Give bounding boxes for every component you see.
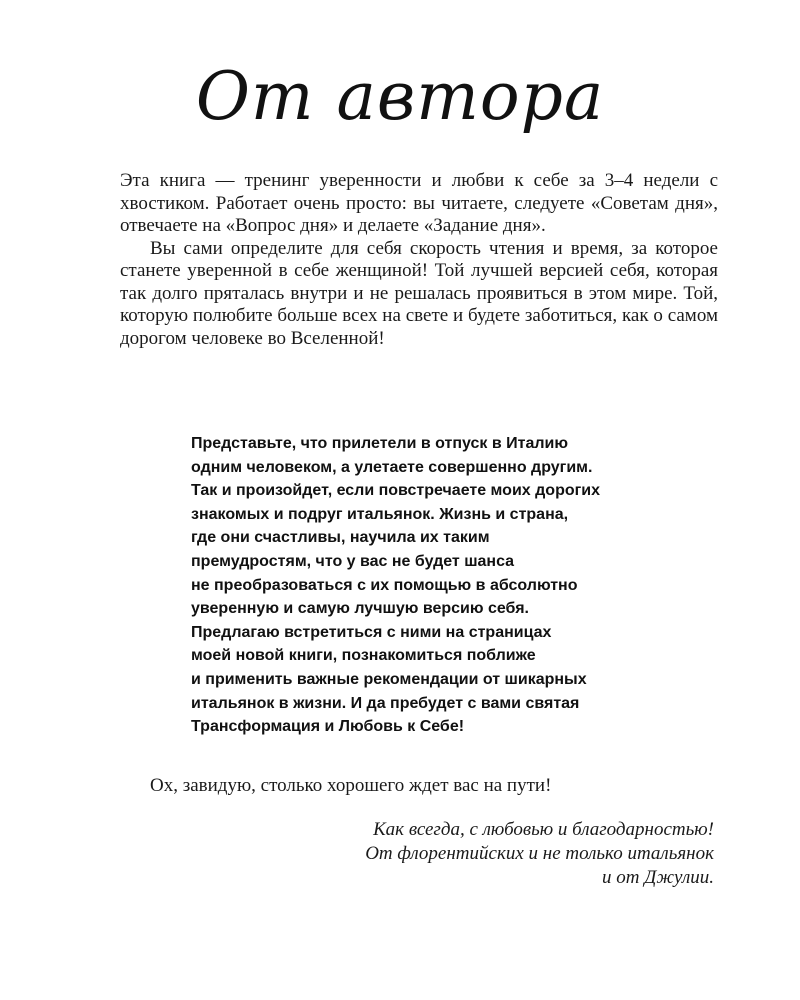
signature-line-3: и от Джулии. — [602, 867, 714, 888]
quote-line: моей новой книги, познакомиться поближе — [191, 647, 536, 665]
signature-line-2: От флорентийских и не только итальянок — [365, 843, 714, 864]
quote-line: одним человеком, а улетаете совершенно другим. — [191, 458, 593, 476]
quote-line: Так и произойдет, если повстречаете моих дорогих — [191, 482, 601, 500]
signature-line-1: Как всегда, с любовью и благодарностью! — [373, 819, 714, 840]
intro-text — [120, 170, 718, 350]
quote-line: Трансформация и Любовь к Себе! — [191, 718, 465, 736]
quote-line: и применить важные рекомендации от шикарных — [191, 670, 587, 688]
quote-line: Предлагаю встретиться с ними на страницах — [191, 623, 552, 641]
quote-line: Представьте, что прилетели в отпуск в Италию — [191, 435, 569, 452]
quote-line: не преобразоваться с их помощью в абсолютно — [191, 576, 578, 594]
highlighted-quote — [191, 432, 661, 739]
quote-line: итальянок в жизни. И да пребудет с вами святая — [191, 694, 580, 712]
intro-paragraph-2: Вы сами определите для себя скорость чтения и время, за которое станете уверенной в себе женщиной! Той лучшей версией себя, которая так долго пряталась внутри и не решалась проявиться в этом мире. Той, которую полюбите больше всех на свете и будете заботиться, как о самом дорогом человеке во Вселенной! — [120, 237, 718, 349]
author-signature — [194, 818, 714, 890]
quote-line: знакомых и подруг итальянок. Жизнь и страна, — [191, 505, 569, 523]
quote-line: где они счастливы, научила их таким — [191, 529, 490, 547]
quote-line: уверенную и самую лучшую версию себя. — [191, 600, 529, 618]
quote-line: премудростям, что у вас не будет шанса — [191, 552, 515, 570]
closing-line: Ох, завидую, столько хорошего ждет вас на пути! — [150, 775, 552, 796]
page-title: От автора — [195, 58, 605, 135]
intro-paragraph-1: Эта книга — тренинг уверенности и любви к себе за 3–4 недели с хвостиком. Работает очень просто: вы читаете, следуете «Советам дня», отвечаете на «Вопрос дня» и делаете «Задание дня». — [120, 170, 718, 236]
